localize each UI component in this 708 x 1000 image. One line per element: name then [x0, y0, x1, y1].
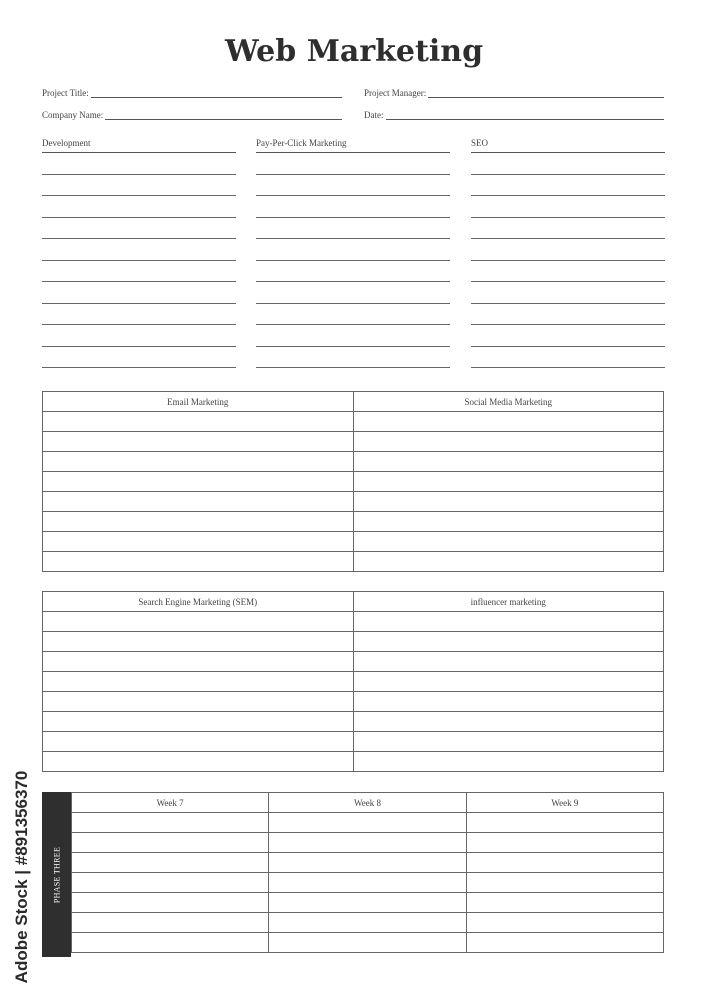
- table-row: [43, 612, 664, 632]
- week-7-header: Week 7: [72, 793, 269, 813]
- table-cell[interactable]: [72, 913, 269, 933]
- writing-line[interactable]: [256, 196, 450, 218]
- writing-line[interactable]: [256, 218, 450, 240]
- table-row: [43, 412, 664, 432]
- stock-watermark: [6, 764, 38, 990]
- table-cell[interactable]: [43, 552, 354, 572]
- table-row: [43, 692, 664, 712]
- project-manager-input-line[interactable]: [428, 88, 664, 98]
- table-cell[interactable]: [43, 732, 354, 752]
- date-input-line[interactable]: [386, 110, 665, 120]
- table-row: [72, 873, 664, 893]
- date-field[interactable]: [364, 106, 664, 120]
- table-cell[interactable]: [466, 933, 663, 953]
- table-cell[interactable]: [43, 472, 354, 492]
- table-cell[interactable]: [43, 632, 354, 652]
- writing-line[interactable]: [256, 304, 450, 326]
- table-cell[interactable]: [43, 412, 354, 432]
- phase-three-bar: [42, 792, 71, 957]
- table-cell[interactable]: [72, 813, 269, 833]
- table-cell[interactable]: [353, 752, 664, 772]
- writing-line[interactable]: [256, 282, 450, 304]
- sem-influencer-table: [42, 591, 664, 772]
- company-name-label: Company Name:: [42, 110, 104, 120]
- table-cell[interactable]: [466, 893, 663, 913]
- table-row: [72, 853, 664, 873]
- table-row: [43, 432, 664, 452]
- date-label: Date:: [364, 110, 384, 120]
- writing-line[interactable]: [42, 175, 236, 197]
- seo-heading: SEO: [471, 138, 665, 153]
- week-8-header: Week 8: [269, 793, 466, 813]
- table-cell[interactable]: [43, 452, 354, 472]
- writing-line[interactable]: [42, 304, 236, 326]
- table-cell[interactable]: [353, 512, 664, 532]
- table-row: [43, 712, 664, 732]
- writing-line[interactable]: [42, 325, 236, 347]
- writing-line[interactable]: [256, 239, 450, 261]
- writing-line[interactable]: [471, 261, 665, 283]
- writing-line[interactable]: [256, 261, 450, 283]
- company-name-input-line[interactable]: [105, 110, 342, 120]
- table-row: [43, 632, 664, 652]
- email-marketing-header: Email Marketing: [43, 392, 354, 412]
- table-cell[interactable]: [466, 853, 663, 873]
- writing-line[interactable]: [42, 282, 236, 304]
- table-cell[interactable]: [43, 432, 354, 452]
- table-cell[interactable]: [353, 612, 664, 632]
- company-name-field[interactable]: [42, 106, 342, 120]
- writing-line[interactable]: [471, 282, 665, 304]
- writing-line[interactable]: [42, 347, 236, 369]
- development-column: [42, 138, 236, 368]
- table-cell[interactable]: [43, 532, 354, 552]
- writing-line[interactable]: [471, 153, 665, 175]
- project-title-input-line[interactable]: [91, 88, 342, 98]
- table-cell[interactable]: [43, 652, 354, 672]
- page-title: Web Marketing: [224, 34, 484, 69]
- writing-line[interactable]: [471, 175, 665, 197]
- influencer-marketing-header: influencer marketing: [353, 592, 664, 612]
- table-cell[interactable]: [353, 452, 664, 472]
- table-row: [72, 833, 664, 853]
- table-cell[interactable]: [353, 432, 664, 452]
- writing-line[interactable]: [256, 153, 450, 175]
- writing-line[interactable]: [256, 325, 450, 347]
- writing-line[interactable]: [471, 239, 665, 261]
- table-cell[interactable]: [353, 472, 664, 492]
- table-cell[interactable]: [353, 532, 664, 552]
- table-cell[interactable]: [353, 672, 664, 692]
- table-cell[interactable]: [353, 652, 664, 672]
- table-row: [72, 913, 664, 933]
- table-row: [43, 672, 664, 692]
- table-cell[interactable]: [269, 873, 466, 893]
- writing-line[interactable]: [471, 325, 665, 347]
- table-cell[interactable]: [466, 873, 663, 893]
- table-cell[interactable]: [43, 692, 354, 712]
- writing-line[interactable]: [471, 347, 665, 369]
- table-cell[interactable]: [353, 552, 664, 572]
- table-row: [43, 452, 664, 472]
- table-row: [43, 492, 664, 512]
- table-row: [43, 472, 664, 492]
- stock-id-text: Adobe Stock | #891356370: [12, 770, 31, 984]
- writing-line[interactable]: [471, 196, 665, 218]
- table-cell[interactable]: [353, 412, 664, 432]
- table-row: [72, 893, 664, 913]
- table-cell[interactable]: [353, 692, 664, 712]
- table-cell[interactable]: [72, 853, 269, 873]
- table-cell[interactable]: [43, 752, 354, 772]
- table-row: [43, 552, 664, 572]
- table-cell[interactable]: [353, 712, 664, 732]
- ppc-column: [256, 138, 450, 368]
- table-cell[interactable]: [43, 672, 354, 692]
- project-manager-label: Project Manager:: [364, 88, 427, 98]
- table-cell[interactable]: [43, 712, 354, 732]
- table-cell[interactable]: [43, 612, 354, 632]
- table-row: [43, 752, 664, 772]
- writing-line[interactable]: [42, 261, 236, 283]
- table-cell[interactable]: [466, 913, 663, 933]
- table-cell[interactable]: [466, 833, 663, 853]
- writing-line[interactable]: [42, 239, 236, 261]
- table-cell[interactable]: [269, 833, 466, 853]
- email-social-table: [42, 391, 664, 572]
- sem-header: Search Engine Marketing (SEM): [43, 592, 354, 612]
- table-cell[interactable]: [353, 492, 664, 512]
- development-heading: Development: [42, 138, 236, 153]
- table-row: [43, 512, 664, 532]
- table-cell[interactable]: [43, 492, 354, 512]
- project-title-label: Project Title:: [42, 88, 89, 98]
- writing-line[interactable]: [256, 175, 450, 197]
- week-9-header: Week 9: [466, 793, 663, 813]
- table-cell[interactable]: [353, 632, 664, 652]
- table-cell[interactable]: [43, 512, 354, 532]
- writing-line[interactable]: [471, 304, 665, 326]
- table-cell[interactable]: [269, 853, 466, 873]
- table-cell[interactable]: [72, 933, 269, 953]
- writing-line[interactable]: [471, 218, 665, 240]
- table-row: [43, 532, 664, 552]
- social-media-marketing-header: Social Media Marketing: [353, 392, 664, 412]
- project-title-field[interactable]: [42, 84, 342, 98]
- table-cell[interactable]: [269, 893, 466, 913]
- table-row: [72, 813, 664, 833]
- table-cell[interactable]: [72, 893, 269, 913]
- ppc-heading: Pay-Per-Click Marketing: [256, 138, 450, 153]
- table-cell[interactable]: [72, 873, 269, 893]
- writing-line[interactable]: [256, 347, 450, 369]
- table-cell[interactable]: [72, 833, 269, 853]
- phase-three-label: PHASE THREE: [52, 846, 61, 903]
- table-cell[interactable]: [353, 732, 664, 752]
- table-row: [72, 933, 664, 953]
- writing-line[interactable]: [42, 218, 236, 240]
- seo-column: [471, 138, 665, 368]
- table-cell[interactable]: [269, 933, 466, 953]
- table-row: [43, 732, 664, 752]
- table-row: [43, 652, 664, 672]
- table-cell[interactable]: [269, 913, 466, 933]
- writing-line[interactable]: [42, 196, 236, 218]
- table-cell[interactable]: [269, 813, 466, 833]
- writing-line[interactable]: [42, 153, 236, 175]
- project-manager-field[interactable]: [364, 84, 664, 98]
- phase-weeks-table: [71, 792, 664, 953]
- table-cell[interactable]: [466, 813, 663, 833]
